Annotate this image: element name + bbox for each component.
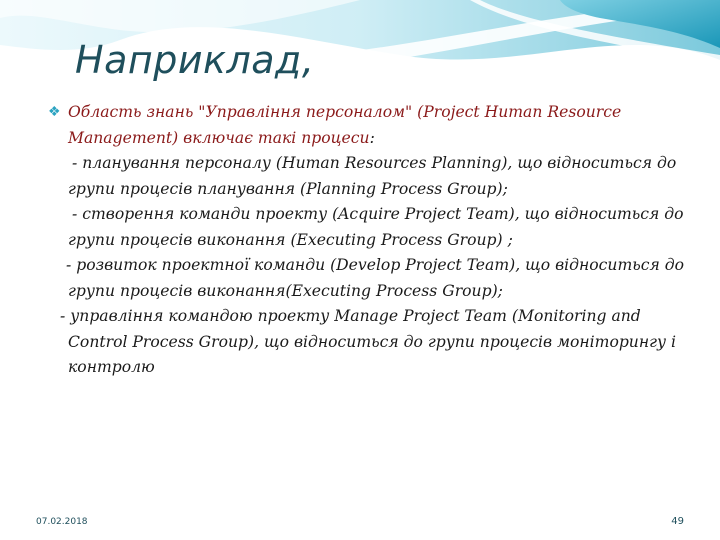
paragraph-manage-team: - управління командою проекту Manage Project Team (Monitoring and Control Process Group), що відноситься до групи процесів моніторингу і контролю — [60, 307, 676, 376]
paragraph-develop-team: - розвиток проектної команди (Develop Project Team), що відноситься до групи процесів виконання(Executing Process Group); — [66, 256, 685, 300]
paragraph-intro — [48, 100, 688, 151]
intro-tail-text: : — [369, 128, 375, 147]
slide-body — [48, 100, 688, 381]
paragraph-hr-planning: - планування персоналу (Human Resources Planning), що відноситься до групи процесів планування (Planning Process Group); — [68, 154, 677, 198]
diamond-bullet-icon: ❖ — [48, 104, 61, 120]
page-number: 49 — [671, 516, 684, 527]
footer-date: 07.02.2018 — [36, 517, 88, 527]
slide-title: Наприклад, — [75, 38, 315, 82]
paragraph-acquire-team: - створення команди проекту (Acquire Project Team), що відноситься до групи процесів виконання (Executing Process Group) ; — [68, 205, 684, 249]
intro-lead-text: Область знань "Управління персоналом" (Project Human Resource Management) включає такі процеси — [68, 103, 622, 147]
